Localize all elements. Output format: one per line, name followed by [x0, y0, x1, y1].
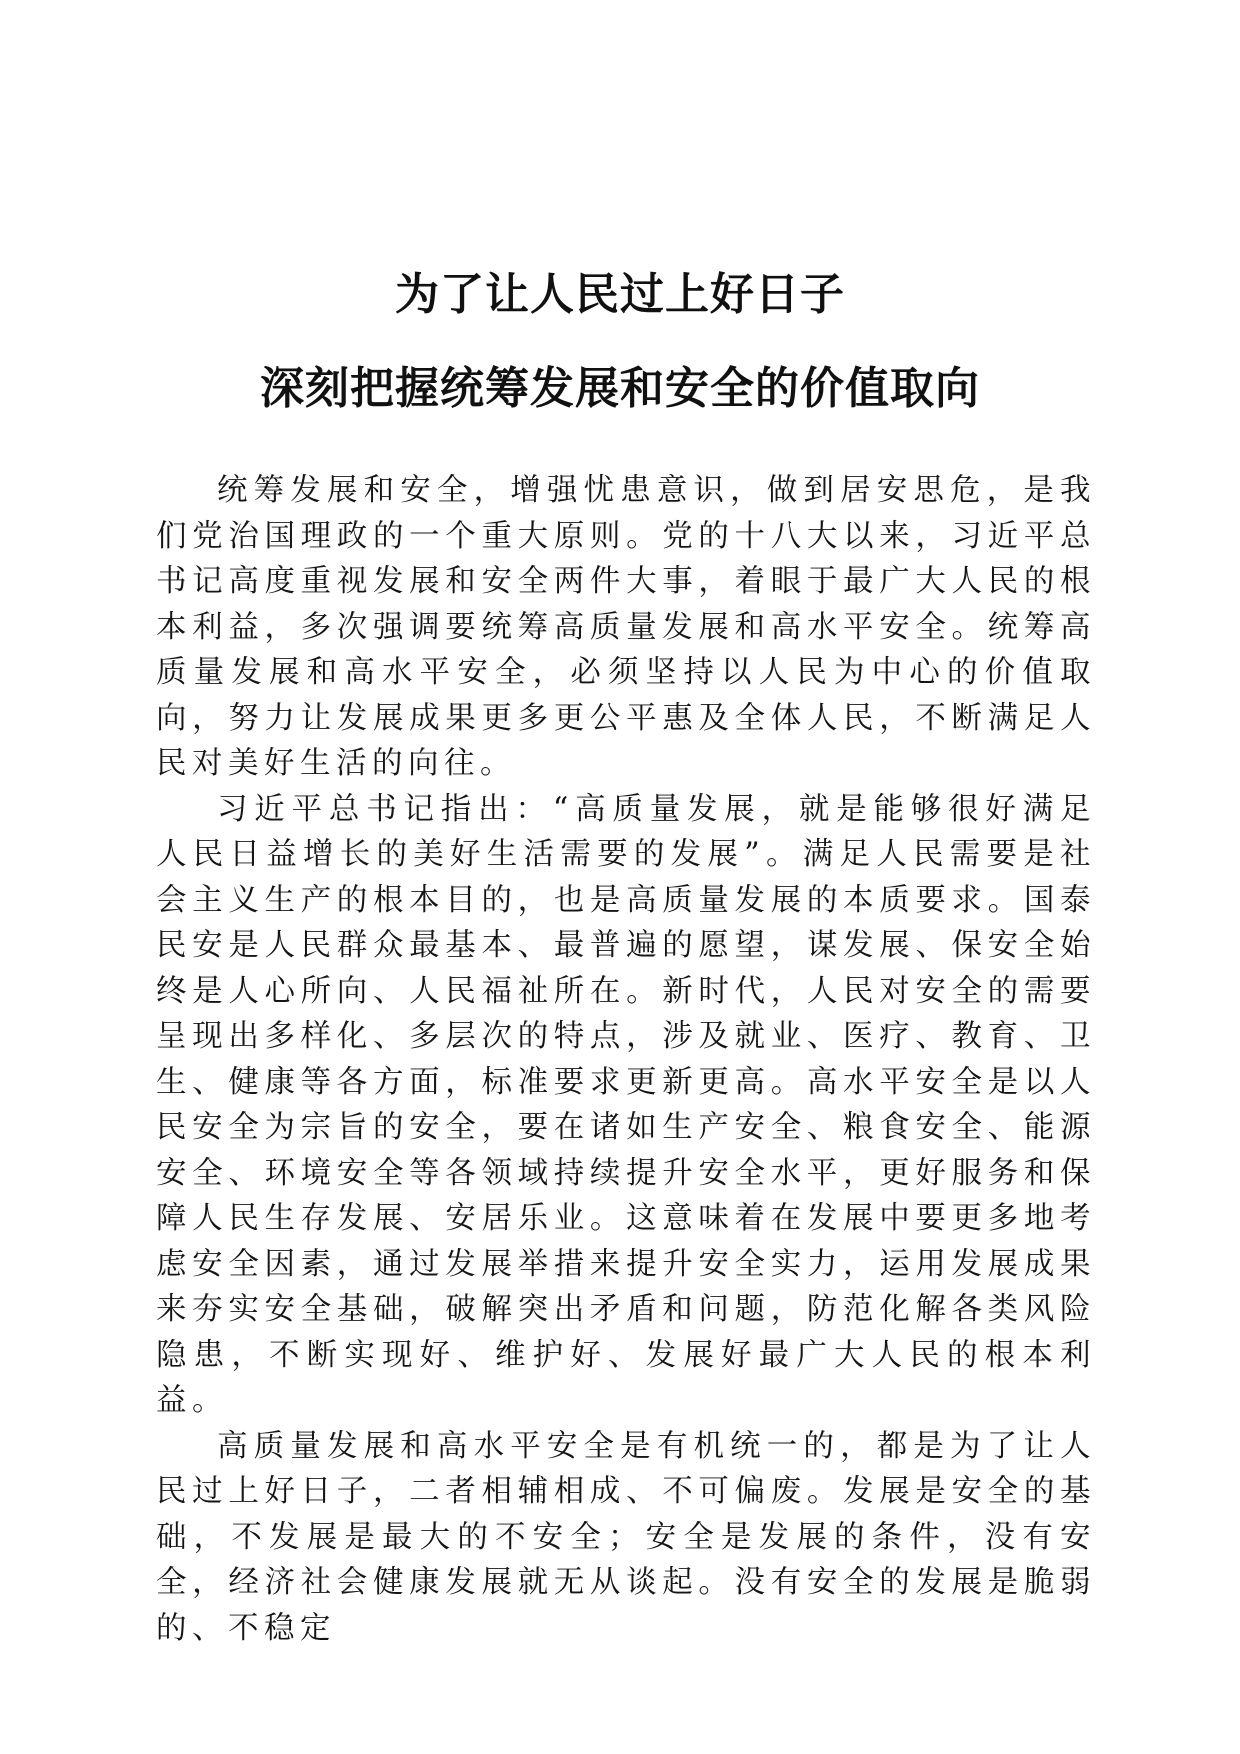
paragraph-1: 统筹发展和安全，增强忧患意识，做到居安思危，是我们党治国理政的一个重大原则。党的十八大以来，习近平总书记高度重视发展和安全两件大事，着眼于最广大人民的根本利益，多次强调要统筹高质量发展和高水平安全。统筹高质量发展和高水平安全，必须坚持以人民为中心的价值取向，努力让发展成果更多更公平惠及全体人民，不断满足人民对美好生活的向往。: [156, 473, 1096, 781]
paragraph-3: 高质量发展和高水平安全是有机统一的，都是为了让人民过上好日子，二者相辅相成、不可偏废。发展是安全的基础，不发展是最大的不安全；安全是发展的条件，没有安全，经济社会健康发展就无从谈起。没有安全的发展是脆弱的、不稳定: [156, 1428, 1096, 1646]
document-title: [0, 248, 1240, 436]
title-line-sub: 深刻把握统筹发展和安全的价值取向: [260, 363, 980, 414]
title-line-main: 为了让人民过上好日子: [395, 269, 845, 320]
paragraph-2: 习近平总书记指出：“高质量发展，就是能够很好满足人民日益增长的美好生活需要的发展”。满足人民需要是社会主义生产的根本目的，也是高质量发展的本质要求。国泰民安是人民群众最基本、最普遍的愿望，谋发展、保安全始终是人心所向、人民福祉所在。新时代，人民对安全的需要呈现出多样化、多层次的特点，涉及就业、医疗、教育、卫生、健康等各方面，标准要求更新更高。高水平安全是以人民安全为宗旨的安全，要在诸如生产安全、粮食安全、能源安全、环境安全等各领域持续提升安全水平，更好服务和保障人民生存发展、安居乐业。这意味着在发展中要更多地考虑安全因素，通过发展举措来提升安全实力，运用发展成果来夯实安全基础，破解突出矛盾和问题，防范化解各类风险隐患，不断实现好、维护好、发展好最广大人民的根本利益。: [156, 791, 1096, 1418]
document-body: [156, 468, 1096, 1651]
